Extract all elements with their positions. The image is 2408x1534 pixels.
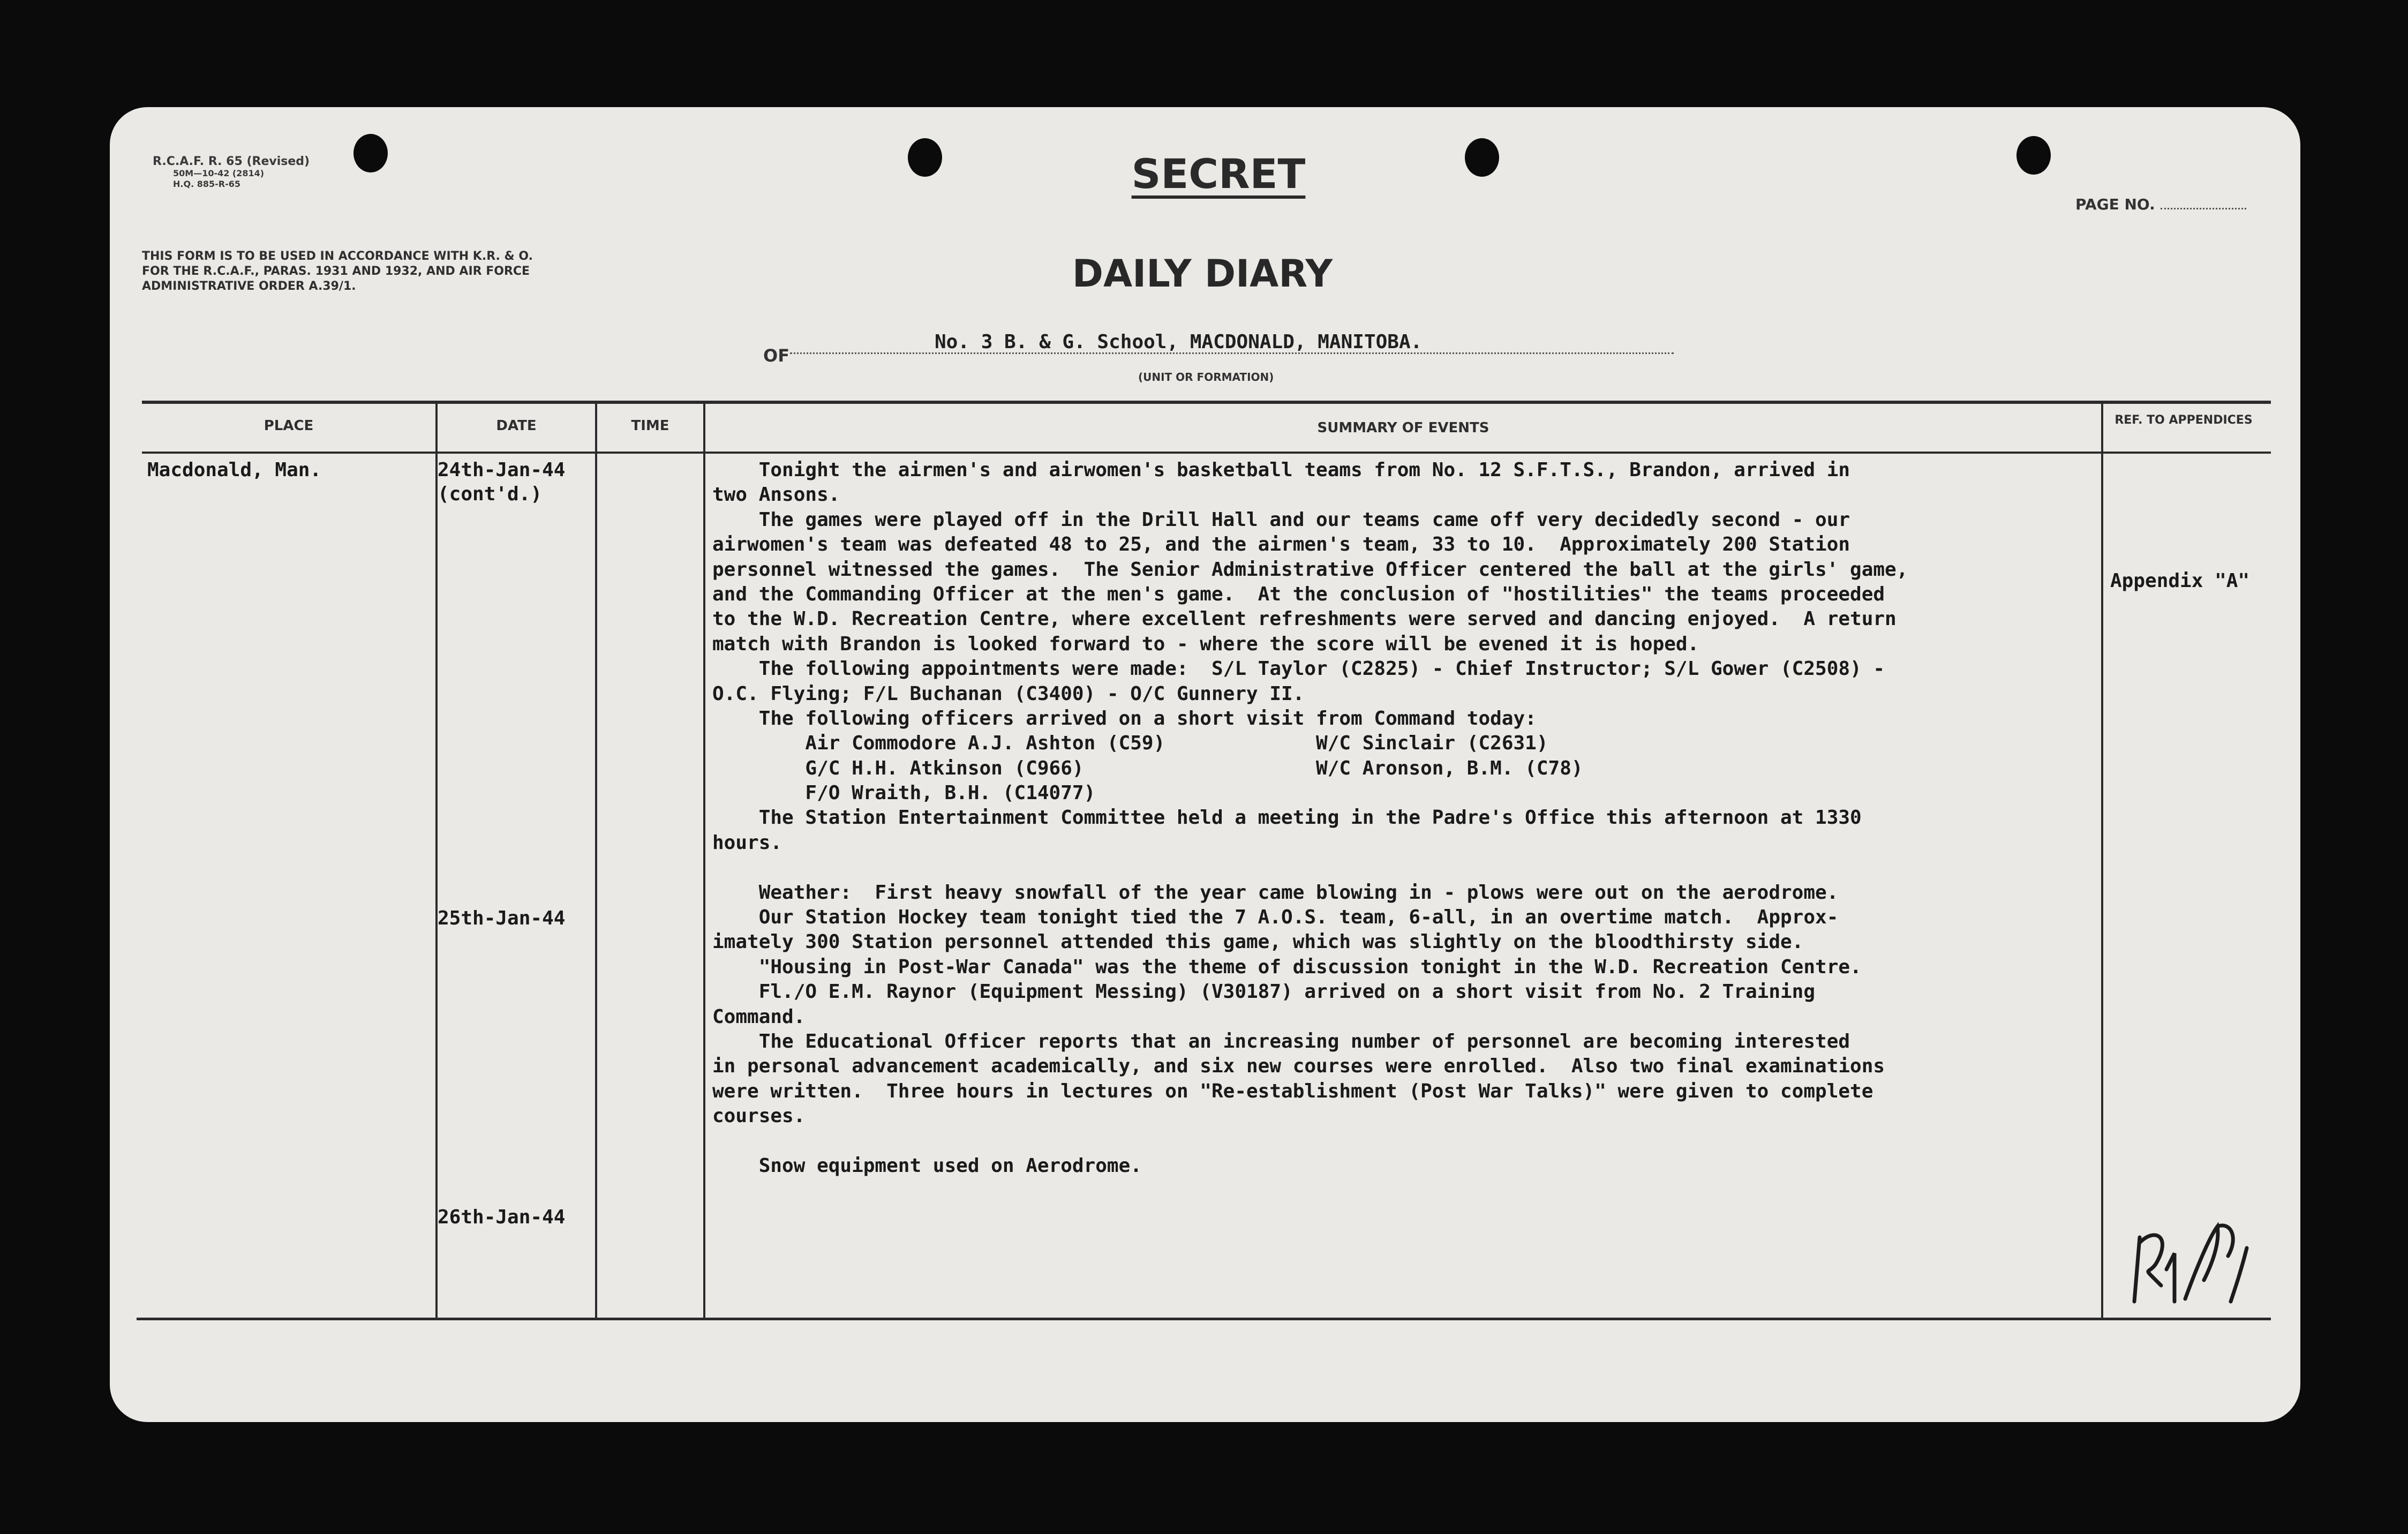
form-number-line: H.Q. 885-R-65 [173, 179, 240, 189]
form-instructions: THIS FORM IS TO BE USED IN ACCORDANCE WITH K.R. & O. FOR THE R.C.A.F., PARAS. 1931 AND 1932, AND AIR FORCE ADMINISTRATIVE ORDER A.39/1. [142, 250, 533, 293]
binder-hole [353, 134, 388, 172]
summary-of-events [712, 458, 2025, 1178]
page-title: DAILY DIARY [1072, 252, 1333, 296]
summary-line: in personal advancement academically, and six new courses were enrolled. Also two final examinations [712, 1055, 1885, 1078]
diary-sheet [110, 107, 2300, 1422]
summary-line: and the Commanding Officer at the men's game. At the conclusion of "hostilities" the teams proceeded [712, 583, 1885, 605]
summary-line: courses. [712, 1105, 806, 1127]
summary-line: Snow equipment used on Aerodrome. [712, 1154, 1142, 1177]
summary-line: Our Station Hockey team tonight tied the 7 A.O.S. team, 6-all, in an overtime match. Approx- [712, 906, 1839, 929]
summary-line: Command. [712, 1005, 806, 1028]
entry-appendix-ref: Appendix "A" [2110, 570, 2250, 592]
summary-line: G/C H.H. Atkinson (C966) W/C Aronson, B.M. (C78) [712, 757, 1583, 779]
summary-line: to the W.D. Recreation Centre, where excellent refreshments were served and dancing enjoyed. A return [712, 608, 1897, 630]
column-divider [2101, 401, 2103, 1319]
column-divider [595, 401, 597, 1319]
form-number-line: R.C.A.F. R. 65 (Revised) [153, 155, 310, 168]
form-number-line: 50M—10-42 (2814) [173, 168, 265, 178]
summary-line: Air Commodore A.J. Ashton (C59) W/C Sinclair (C2631) [712, 732, 1548, 755]
column-header-ref: REF. TO APPENDICES [2114, 413, 2253, 427]
summary-line: Fl./O E.M. Raynor (Equipment Messing) (V30187) arrived on a short visit from No. 2 Training [712, 981, 1816, 1003]
page-number-label: PAGE NO. [2075, 195, 2155, 213]
summary-line: The following officers arrived on a short visit from Command today: [712, 707, 1537, 730]
summary-line: Weather: First heavy snowfall of the year came blowing in - plows were out on the aerodrome. [712, 881, 1839, 904]
security-classification: SECRET [1131, 150, 1306, 198]
header-bottom-rule [142, 452, 2271, 454]
handwritten-initials [2124, 1205, 2263, 1312]
binder-hole [2016, 136, 2051, 175]
column-header-time: TIME [631, 418, 669, 434]
column-header-summary: SUMMARY OF EVENTS [1317, 420, 1489, 436]
summary-line: airwomen's team was defeated 48 to 25, and the airmen's team, 33 to 10. Approximately 200 Station [712, 533, 1850, 556]
summary-line: The Station Entertainment Committee held a meeting in the Padre's Office this afternoon at 1330 [712, 807, 1862, 829]
summary-line: match with Brandon is looked forward to - where the score will be evened it is hoped. [712, 633, 1699, 655]
summary-line: O.C. Flying; F/L Buchanan (C3400) - O/C Gunnery II. [712, 682, 1305, 705]
summary-line: were written. Three hours in lectures on "Re-establishment (Post War Talks)" were given to complete [712, 1080, 1873, 1102]
entry-date: 24th-Jan-44 [438, 459, 566, 481]
summary-line: "Housing in Post-War Canada" was the theme of discussion tonight in the W.D. Recreation Centre. [712, 956, 1862, 978]
of-label: OF [763, 345, 790, 366]
form-number [153, 155, 310, 190]
column-divider [703, 401, 705, 1319]
table-top-rule [142, 401, 2271, 404]
unit-name: No. 3 B. & G. School, MACDONALD, MANITOBA. [935, 331, 1423, 353]
summary-line: personnel witnessed the games. The Senior Administrative Officer centered the ball at the girls' game, [712, 558, 1908, 581]
summary-line: Tonight the airmen's and airwomen's basketball teams from No. 12 S.F.T.S., Brandon, arrived in [712, 459, 1850, 481]
page-number-field [2075, 195, 2246, 213]
summary-line: two Ansons. [712, 484, 840, 506]
column-divider [435, 401, 438, 1319]
summary-line: F/O Wraith, B.H. (C14077) [712, 782, 1096, 804]
unit-caption: (UNIT OR FORMATION) [1138, 371, 1274, 384]
summary-line: imately 300 Station personnel attended this game, which was slightly on the bloodthirsty side. [712, 931, 1804, 953]
summary-line: hours. [712, 831, 782, 854]
column-header-place: PLACE [264, 418, 314, 434]
column-header-date: DATE [496, 418, 537, 434]
summary-line: The games were played off in the Drill Hall and our teams came off very decidedly second - our [712, 508, 1850, 531]
table-bottom-rule [137, 1318, 2271, 1320]
summary-line: The Educational Officer reports that an increasing number of personnel are becoming interested [712, 1030, 1850, 1052]
entry-place: Macdonald, Man. [147, 459, 322, 481]
entry-date: 25th-Jan-44 [438, 907, 566, 929]
binder-hole [1465, 138, 1499, 177]
entry-date-note: (cont'd.) [438, 483, 543, 505]
binder-hole [908, 138, 942, 177]
summary-line: The following appointments were made: S/L Taylor (C2825) - Chief Instructor; S/L Gower (C2508) - [712, 658, 1885, 680]
entry-date: 26th-Jan-44 [438, 1206, 566, 1228]
